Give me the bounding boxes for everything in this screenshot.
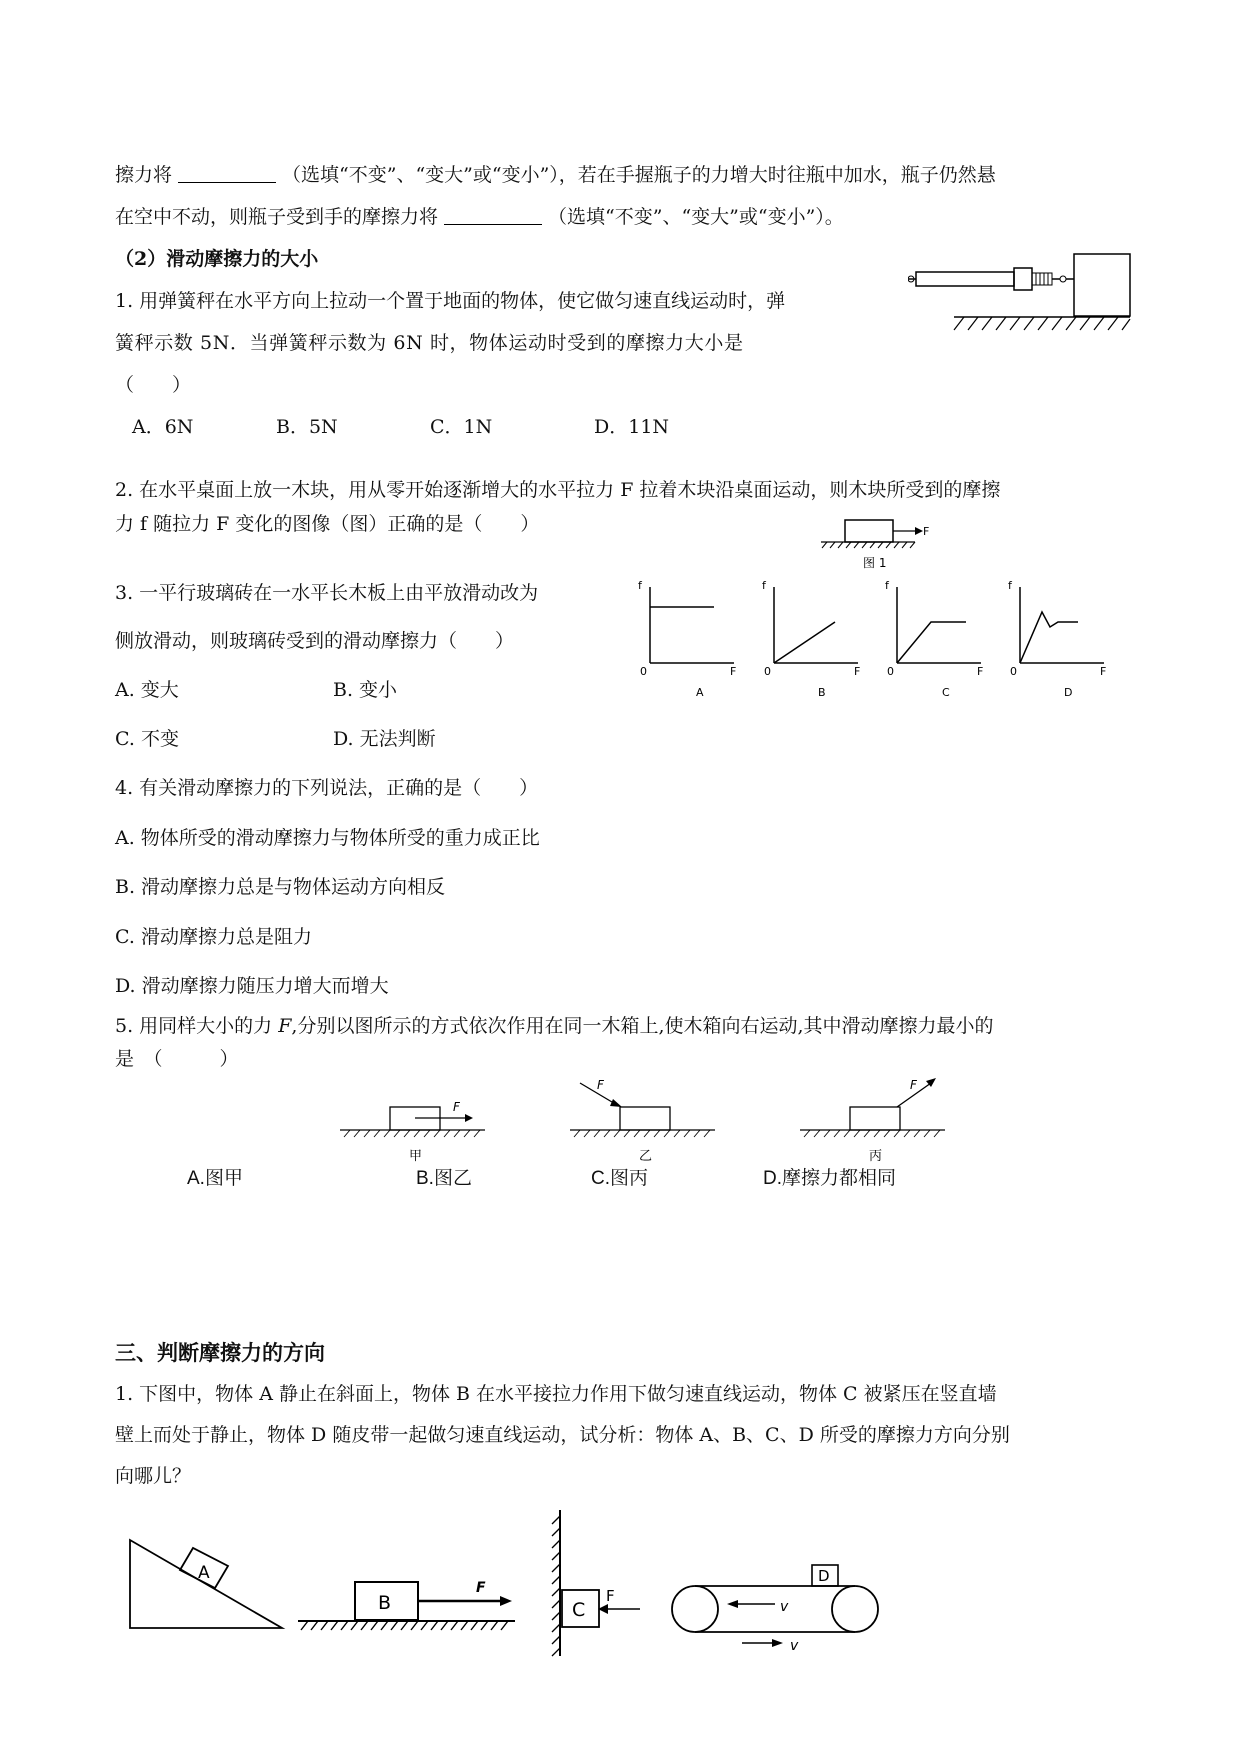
block-label-c: C xyxy=(572,1599,586,1621)
option-c[interactable]: C. 不变 xyxy=(115,728,179,750)
force-label: F xyxy=(606,1587,615,1605)
force-label: F xyxy=(910,1078,917,1092)
option-b[interactable]: B.图乙 xyxy=(416,1168,472,1189)
text-segment: 擦力将 xyxy=(115,164,173,186)
axis-f-label: f xyxy=(638,579,642,592)
option-d[interactable]: D．11N xyxy=(594,416,670,438)
axis-f-label: f xyxy=(885,579,889,592)
section-3-line: 1. 下图中，物体 A 静止在斜面上，物体 B 在水平接拉力作用下做匀速直线运动，物体 C 被紧压在竖直墙 xyxy=(115,1383,997,1405)
option-b[interactable]: B．5N xyxy=(276,416,338,438)
option-b[interactable]: B. 变小 xyxy=(333,679,398,701)
question-2-line: 力 f 随拉力 F 变化的图像（图）正确的是（ ） xyxy=(115,513,540,535)
velocity-label: v xyxy=(780,1599,789,1615)
option-a[interactable]: A.图甲 xyxy=(187,1168,243,1189)
axis-F-label: F xyxy=(977,665,984,678)
force-directions-figure xyxy=(335,1075,955,1170)
graph-label: C xyxy=(942,686,950,699)
option-c[interactable]: C．1N xyxy=(430,416,493,438)
figure-caption: 图 1 xyxy=(863,556,887,570)
question-3-line: 3. 一平行玻璃砖在一水平长木板上由平放滑动改为 xyxy=(115,582,539,604)
subsection-title: （2）滑动摩擦力的大小 xyxy=(115,248,319,270)
section-3-line: 壁上而处于静止，物体 D 随皮带一起做匀速直线运动，试分析：物体 A、B、C、D 所受的摩擦力方向分别 xyxy=(115,1424,1010,1446)
question-1-line: 1. 用弹簧秤在水平方向上拉动一个置于地面的物体，使它做匀速直线运动时，弹 xyxy=(115,290,786,312)
force-label: F xyxy=(476,1580,486,1596)
question-3-line: 侧放滑动，则玻璃砖受到的滑动摩擦力（ ） xyxy=(115,630,515,652)
graph-label: D xyxy=(1064,686,1073,699)
option-b[interactable]: B. 滑动摩擦力总是与物体运动方向相反 xyxy=(115,876,446,898)
option-c[interactable]: C.图丙 xyxy=(591,1168,649,1189)
block-label-b: B xyxy=(378,1592,392,1614)
origin-label: 0 xyxy=(887,665,894,678)
text-segment: （选填“不变”、“变大”或“变小”）。 xyxy=(548,206,844,228)
text-line xyxy=(115,162,996,188)
section-3-line: 向哪儿？ xyxy=(115,1465,192,1487)
block-figure-1 xyxy=(815,516,935,574)
f-vs-F-graphs xyxy=(630,575,1130,700)
question-1-line: （ ） xyxy=(115,374,192,396)
force-label: F xyxy=(453,1100,460,1114)
velocity-label: v xyxy=(790,1638,799,1654)
question-1-line: 簧秤示数 5N．当弹簧秤示数为 6N 时，物体运动时受到的摩擦力大小是 xyxy=(115,332,744,354)
text-segment: 5. 用同样大小的力 xyxy=(115,1015,279,1037)
text-segment: 在空中不动，则瓶子受到手的摩擦力将 xyxy=(115,206,439,228)
block-label-d: D xyxy=(818,1567,830,1585)
text-segment: ,分别以图所示的方式依次作用在同一木箱上,使木箱向右运动,其中滑动摩擦力最小的 xyxy=(291,1015,994,1037)
axis-f-label: f xyxy=(1008,579,1012,592)
option-d[interactable]: D.摩擦力都相同 xyxy=(763,1168,897,1189)
question-5-line: 是 （ ） xyxy=(115,1048,239,1070)
section-title: 三、判断摩擦力的方向 xyxy=(115,1340,325,1365)
option-a[interactable]: A. 变大 xyxy=(115,679,179,701)
question-5-line xyxy=(115,1013,994,1039)
option-d[interactable]: D. 滑动摩擦力随压力增大而增大 xyxy=(115,975,389,997)
text-line xyxy=(115,204,844,230)
question-2-line: 2. 在水平桌面上放一木块，用从零开始逐渐增大的水平拉力 F 拉着木块沿桌面运动，则木块所受到的摩擦 xyxy=(115,479,1001,501)
answer-blank[interactable] xyxy=(444,204,542,225)
answer-blank[interactable] xyxy=(178,162,276,183)
graph-label: A xyxy=(696,686,704,699)
origin-label: 0 xyxy=(764,665,771,678)
question-4-line: 4. 有关滑动摩擦力的下列说法，正确的是（ ） xyxy=(115,777,539,799)
block-label-a: A xyxy=(198,1563,210,1583)
force-label: F xyxy=(923,525,930,538)
figure-label-yi: 乙 xyxy=(639,1149,653,1164)
option-c[interactable]: C. 滑动摩擦力总是阻力 xyxy=(115,926,312,948)
figure-label-jia: 甲 xyxy=(409,1149,423,1164)
friction-direction-figures xyxy=(120,1508,880,1658)
text-segment: （选填“不变”、“变大”或“变小”），若在手握瓶子的力增大时往瓶中加水，瓶子仍然悬 xyxy=(282,164,996,186)
option-a[interactable]: A．6N xyxy=(132,416,194,438)
axis-F-label: F xyxy=(1100,665,1107,678)
axis-F-label: F xyxy=(854,665,861,678)
axis-f-label: f xyxy=(762,579,766,592)
figure-label-bing: 丙 xyxy=(869,1149,883,1164)
axis-F-label: F xyxy=(730,665,737,678)
option-a[interactable]: A. 物体所受的滑动摩擦力与物体所受的重力成正比 xyxy=(115,827,540,849)
force-symbol: F xyxy=(278,1015,292,1037)
option-d[interactable]: D. 无法判断 xyxy=(333,728,436,750)
origin-label: 0 xyxy=(1010,665,1017,678)
force-label: F xyxy=(597,1078,604,1092)
graph-label: B xyxy=(818,686,826,699)
spring-scale-figure xyxy=(908,250,1133,335)
origin-label: 0 xyxy=(640,665,647,678)
